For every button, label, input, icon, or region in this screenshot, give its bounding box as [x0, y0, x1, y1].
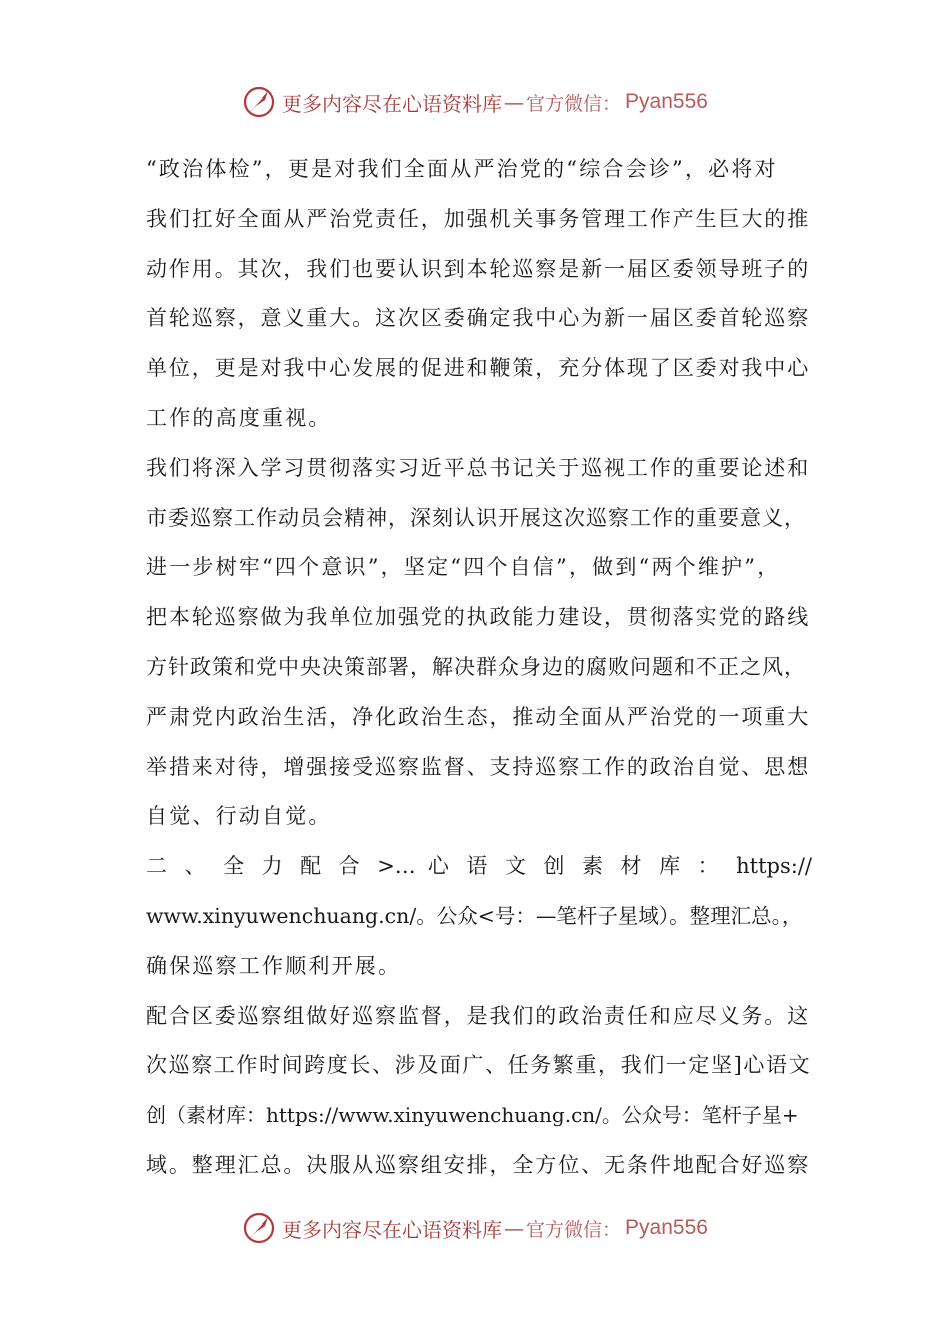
body-line: 方针政策和党中央决策部署，解决群众身边的腐败问题和不正之风， — [146, 654, 806, 679]
body-line: 域。整理汇总。决服从巡察组安排，全方位、无条件地配合好巡察 — [146, 1152, 811, 1177]
banner-dash: — — [504, 1216, 525, 1240]
body-line: 我们将深入学习贯彻落实习近平总书记关于巡视工作的重要论述和 — [146, 455, 811, 480]
body-line: 把本轮巡察做为我单位加强党的执政能力建设，贯彻落实党的路线 — [146, 605, 811, 630]
body-line: 动作用。其次，我们也要认识到本轮巡察是新一届区委领导班子的 — [146, 256, 811, 281]
footer-banner — [0, 1208, 950, 1248]
body-line: 配合区委巡察组做好巡察监督，是我们的政治责任和应尽义务。这 — [146, 1003, 811, 1028]
body-line: 单位，更是对我中心发展的促进和鞭策，充分体现了区委对我中心 — [146, 356, 811, 381]
body-line: www.xinyuwenchuang.cn/。公众<号：—笔杆子星域）。整理汇总。， — [146, 903, 803, 928]
document-body — [146, 145, 812, 1191]
body-line: 自觉、行动自觉。 — [146, 804, 332, 829]
body-line: 进一步树牢“四个意识”，坚定“四个自信”，做到“两个维护”， — [146, 555, 781, 580]
body-line: 确保巡察工作顺利开展。 — [146, 953, 402, 978]
banner-wechat-label: 官方微信： — [526, 92, 622, 115]
body-line: 举措来对待，增强接受巡察监督、支持巡察工作的政治自觉、思想 — [146, 754, 811, 779]
banner-text: 更多内容尽在心语资料库 — [282, 1217, 503, 1242]
header-banner — [0, 82, 950, 122]
body-line: 次巡察工作时间跨度长、涉及面广、任务繁重，我们一定坚]心语文 — [146, 1053, 812, 1078]
body-line: 创（素材库：https://www.xinyuwenchuang.cn/。公众号：笔杆子星+ — [146, 1103, 799, 1128]
body-line: 我们扛好全面从严治党责任，加强机关事务管理工作产生巨大的推 — [146, 206, 811, 231]
quill-logo-icon — [242, 85, 276, 119]
banner-wechat-id: Pyan556 — [625, 90, 708, 113]
quill-logo-icon — [242, 1211, 276, 1245]
body-line: 严肃党内政治生活，净化政治生态，推动全面从严治党的一项重大 — [146, 704, 811, 729]
body-line: 市委巡察工作动员会精神，深刻认识开展这次巡察工作的重要意义， — [146, 505, 806, 530]
banner-dash: — — [504, 90, 525, 114]
body-line: 首轮巡察，意义重大。这次区委确定我中心为新一届区委首轮巡察 — [146, 306, 811, 331]
section-heading-line: 二 、 全 力 配 合 >… 心 语 文 创 素 材 库 ： https:// — [146, 854, 812, 879]
banner-wechat-id: Pyan556 — [625, 1216, 708, 1239]
body-line: 工作的高度重视。 — [146, 405, 332, 430]
banner-wechat-label: 官方微信： — [526, 1218, 622, 1241]
banner-text: 更多内容尽在心语资料库 — [282, 91, 503, 116]
body-line: “政治体检”，更是对我们全面从严治党的“综合会诊”，必将对 — [146, 157, 778, 181]
